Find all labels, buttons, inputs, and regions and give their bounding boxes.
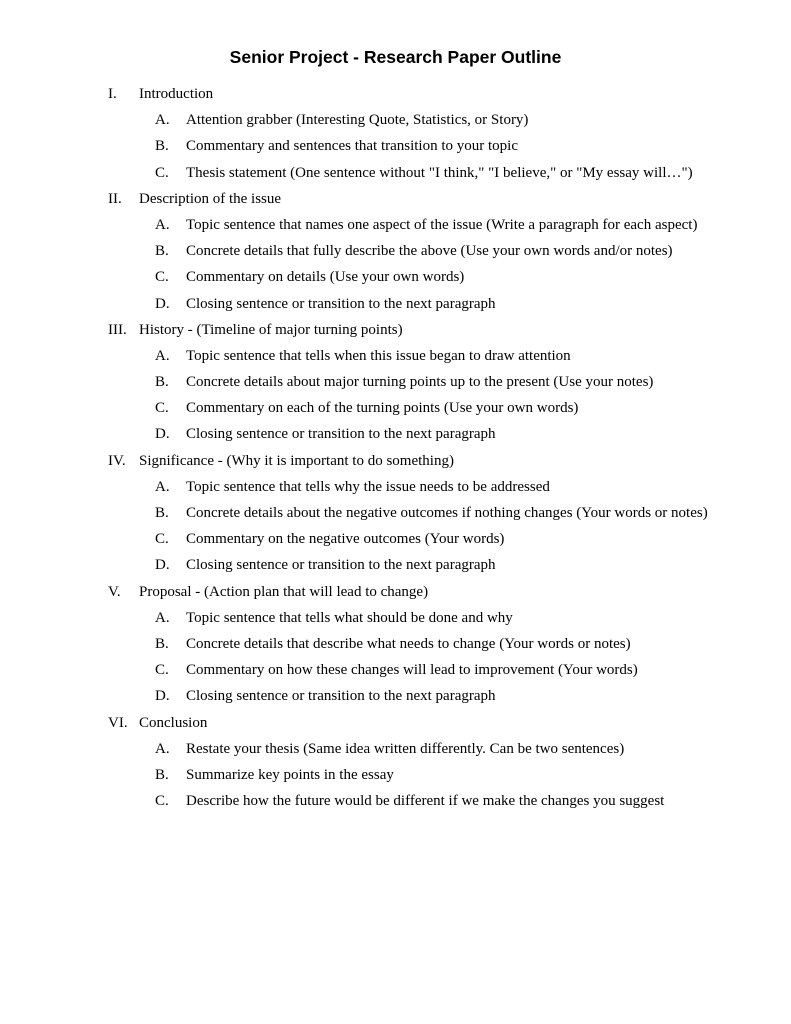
outline-section: [0, 317, 791, 343]
item-text: Concrete details about the negative outcomes if nothing changes (Your words or notes): [186, 505, 708, 521]
section-numeral: III.: [108, 321, 127, 338]
item-letter: D.: [155, 295, 170, 312]
item-text: Describe how the future would be different if we make the changes you suggest: [186, 793, 665, 810]
section-heading: Conclusion: [139, 714, 208, 731]
item-text: Concrete details about major turning points up to the present (Use your notes): [186, 374, 654, 391]
item-text: Concrete details that describe what needs to change (Your words or notes): [186, 635, 631, 652]
item-letter: C.: [155, 400, 169, 417]
item-text: Closing sentence or transition to the next paragraph: [186, 295, 496, 312]
item-text: Topic sentence that tells what should be done and why: [186, 609, 513, 626]
section-heading: Description of the issue: [139, 190, 282, 207]
outline-item: [0, 474, 791, 500]
item-text: Topic sentence that tells why the issue needs to be addressed: [186, 478, 550, 495]
item-letter: B.: [155, 766, 169, 783]
outline-item: [0, 343, 791, 369]
outline-section: [0, 579, 791, 605]
item-letter: C.: [155, 793, 169, 810]
item-letter: B.: [155, 374, 169, 391]
outline-section: [0, 81, 791, 107]
outline-item: [0, 552, 791, 578]
item-letter: A.: [155, 347, 170, 364]
outline-item: [0, 369, 791, 395]
outline-item: [0, 736, 791, 762]
item-text: Attention grabber (Interesting Quote, Statistics, or Story): [186, 112, 529, 129]
outline-item: [0, 605, 791, 631]
item-letter: C.: [155, 662, 169, 679]
section-numeral: VI.: [108, 714, 128, 731]
outline-item: [0, 631, 791, 657]
outline-item: [0, 683, 791, 709]
outline-section: [0, 448, 791, 474]
outline-item: [0, 395, 791, 421]
item-text: Restate your thesis (Same idea written differently. Can be two sentences): [186, 740, 625, 757]
item-text: Thesis statement (One sentence without "I think," "I believe," or "My essay will…"): [186, 164, 693, 181]
item-letter: C.: [155, 269, 169, 286]
item-text: Commentary on how these changes will lead to improvement (Your words): [186, 662, 638, 679]
item-letter: D.: [155, 688, 170, 705]
item-letter: B.: [155, 635, 169, 652]
item-text: Closing sentence or transition to the next paragraph: [186, 426, 496, 443]
item-text: Commentary on details (Use your own words): [186, 269, 465, 286]
outline-item: [0, 133, 791, 159]
item-letter: A.: [155, 740, 170, 757]
section-numeral: IV.: [108, 452, 126, 469]
outline-item: [0, 500, 791, 526]
item-letter: D.: [155, 557, 170, 574]
outline-item: [0, 291, 791, 317]
item-text: Topic sentence that tells when this issue began to draw attention: [186, 347, 571, 364]
page-title: Senior Project - Research Paper Outline: [229, 47, 562, 67]
outline-item: [0, 762, 791, 788]
outline-section: [0, 710, 791, 736]
outline-item: [0, 160, 791, 186]
outline-item: [0, 264, 791, 290]
item-letter: B.: [155, 138, 169, 155]
item-letter: A.: [155, 478, 170, 495]
outline-item: [0, 212, 791, 238]
item-letter: A.: [155, 112, 170, 129]
outline-item: [0, 788, 791, 814]
item-text: Commentary and sentences that transition to your topic: [186, 138, 519, 155]
item-text: Closing sentence or transition to the next paragraph: [186, 557, 496, 574]
item-text: Summarize key points in the essay: [186, 766, 394, 783]
outline-item: [0, 107, 791, 133]
item-letter: C.: [155, 531, 169, 548]
outline-item: [0, 421, 791, 447]
item-letter: C.: [155, 164, 169, 181]
item-letter: A.: [155, 609, 170, 626]
outline-section: [0, 186, 791, 212]
section-numeral: I.: [108, 86, 117, 102]
item-text: Commentary on each of the turning points (Use your own words): [186, 400, 579, 417]
item-letter: B.: [155, 505, 169, 521]
outline: [0, 81, 791, 814]
item-text: Concrete details that fully describe the above (Use your own words and/or notes): [186, 243, 673, 260]
item-text: Topic sentence that names one aspect of the issue (Write a paragraph for each aspect): [186, 216, 698, 233]
section-numeral: II.: [108, 190, 122, 207]
section-heading: History - (Timeline of major turning points): [139, 321, 403, 338]
section-heading: Significance - (Why it is important to do something): [139, 452, 454, 469]
item-text: Commentary on the negative outcomes (Your words): [186, 531, 505, 548]
section-heading: Proposal - (Action plan that will lead to change): [139, 583, 429, 600]
item-text: Closing sentence or transition to the next paragraph: [186, 688, 496, 705]
section-heading: Introduction: [139, 86, 214, 102]
item-letter: B.: [155, 243, 169, 260]
outline-item: [0, 238, 791, 264]
item-letter: D.: [155, 426, 170, 443]
outline-item: [0, 657, 791, 683]
section-numeral: V.: [108, 583, 121, 600]
item-letter: A.: [155, 216, 170, 233]
outline-item: [0, 526, 791, 552]
